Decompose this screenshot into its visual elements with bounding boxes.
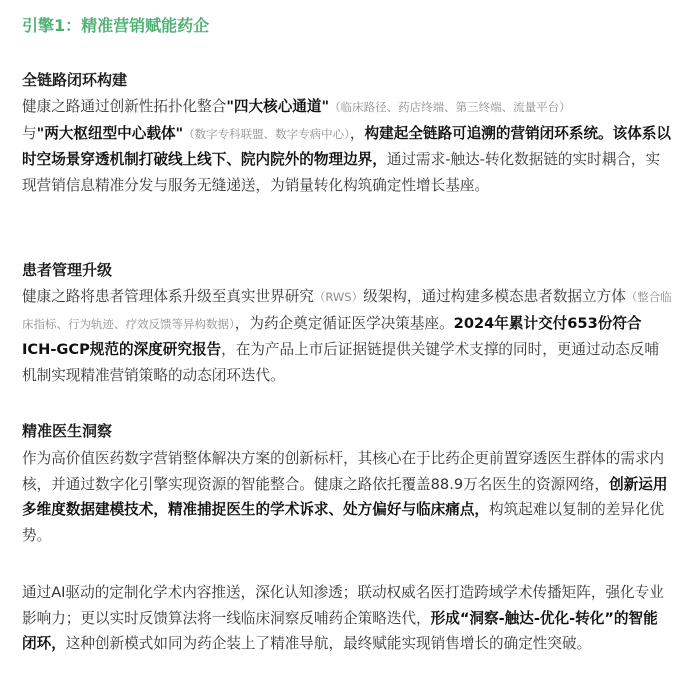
page-title: 引擎1：精准营销赋能药企 [22,16,210,35]
section-heading-doctor-insight: 精准医生洞察 [22,422,113,440]
bold-text: 创新运用多维度数据建模技术，精准捕捉医生的学术诉求、处方偏好与临床痛点， [22,475,668,519]
note-text: （RWS） [313,290,364,304]
bold-text: 2024年累计交付653份符合ICH-GCP规范的深度研究报告 [22,314,642,359]
bold-text: "四大核心通道" [226,98,330,115]
text: 健康之路将患者管理体系升级至真实世界研究 [22,288,314,305]
text: 作为高价值医药数字营销整体解决方案的创新标杆，其核心在于比药企更前置穿透医生群体的需求内核，并通过数字化引擎实现资源的智能整合。健康之路依托覆盖88.9万名医生的资源网络， [22,450,665,493]
text: ，为药企奠定循证医学决策基座。 [234,314,454,332]
paragraph-patient-management [22,284,672,388]
text: 与 [22,124,37,142]
bold-text: 构建起全链路可追溯的营销闭环系统。该体系以时空场景穿透机制打破线上线下、院内院外的物理边界， [22,124,672,169]
note-text: （临床路径、药店终端、第三终端、流量平台） [329,100,571,114]
text: 构筑起难以复制的差异化优势。 [22,501,665,544]
text: 通过AI驱动的定制化学术内容推送，深化认知渗透；联动权威名医打造跨域学术传播矩阵，强化专业影响力；更以实时反馈算法将一线临床洞察反哺药企策略迭代， [22,584,664,627]
text: 级架构，通过构建多模态患者数据立方体 [363,288,626,305]
bold-text: 形成“洞察-触达-优化-转化”的智能闭环， [22,609,658,653]
paragraph-full-chain [22,94,672,198]
paragraph-ai-closed-loop [22,580,672,657]
text: 这种创新模式如同为药企装上了精准导航，最终赋能实现销售增长的确定性突破。 [65,635,592,653]
note-text: （数字专科联盟、数字专病中心） [183,126,350,141]
text: 健康之路通过创新性拓扑化整合 [22,98,227,115]
note-text: （整合临床指标、行为轨迹、疗效反馈等异构数据） [22,290,672,331]
section-heading-patient-management: 患者管理升级 [22,261,113,279]
text: ， [349,124,365,142]
paragraph-doctor-insight [22,446,672,548]
text: 通过需求-触达-转化数据链的实时耦合，实现营销信息精准分发与服务无缝递送，为销量转化构筑确定性增长基座。 [22,151,661,194]
bold-text: "两大枢纽型中心载体" [36,124,184,142]
section-heading-full-chain: 全链路闭环构建 [22,71,128,89]
text: ，在为产品上市后证据链提供关键学术支撑的同时，更通过动态反哺机制实现精准营销策略的动态闭环迭代。 [22,341,659,384]
